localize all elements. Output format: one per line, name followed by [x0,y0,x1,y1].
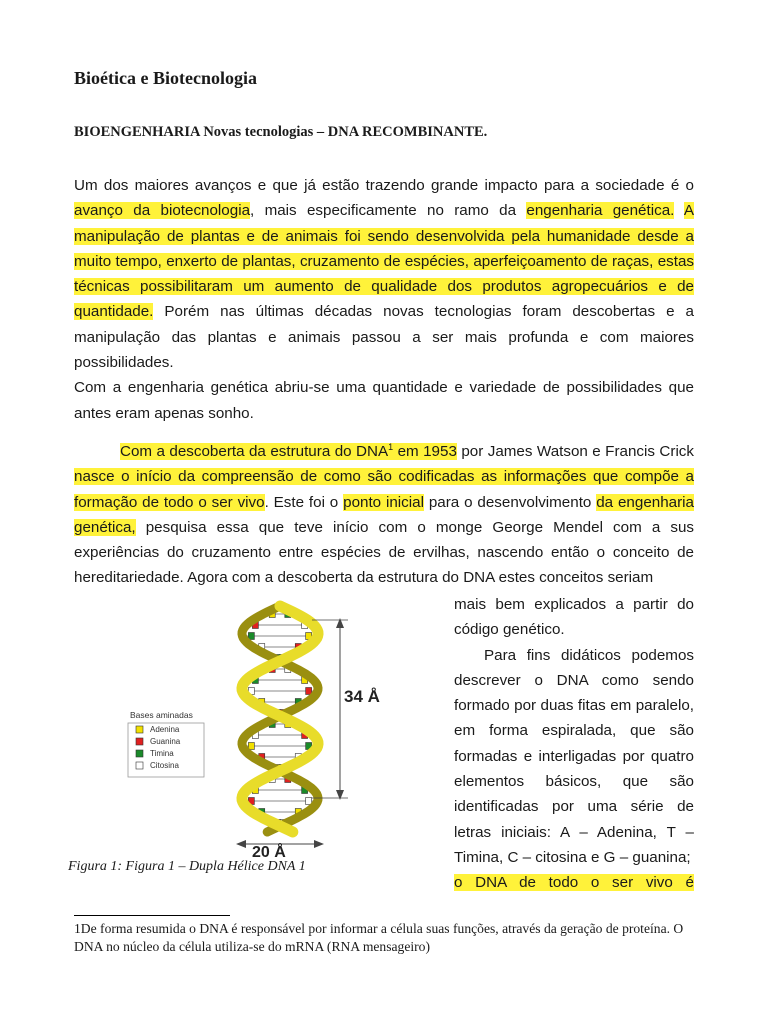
text-segment: mais bem explicados a partir do código genético. [454,596,694,639]
highlight-engenharia-genetica: da engenharia genética, [74,493,694,536]
text-segment: . Este foi o [264,493,344,511]
arrow-down-icon [336,790,344,800]
text-segment: por James Watson e Francis Crick [456,443,694,460]
text-segment: Com a engenharia genética abriu-se uma quantidade e variedade de possibilidades que antes eram apenas sonho. [74,379,694,422]
dna-figure [72,600,442,860]
text-segment: para o desenvolvimento [423,493,597,511]
legend-label: Guanina [150,737,181,746]
legend-label: Citosina [150,761,179,770]
legend-title: Bases aminadas [130,710,193,720]
highlight-dna-ser-vivo: o DNA de todo o ser vivo é [454,874,694,892]
text-segment: Um dos maiores avanços e que já estão trazendo grande impacto para a sociedade é o [74,177,694,194]
legend-swatch [136,762,143,769]
width-label: 20 Å [252,844,286,860]
highlight-manipulacao: A manipulação de plantas e de animais foi sendo desenvolvida pela humanidade desde a muito tempo, enxerto de plantas, cruzamento de espécies, aperfeiçoamento de raças, estas técnicas possibilitaram um aumento de qualidade dos produtos agropecuários e de quantidade. [74,202,694,321]
highlight-ponto-inicial: ponto inicial [343,493,424,511]
text-segment: Para fins didáticos podemos descrever o DNA como sendo formado por duas fitas em paralelo, em forma espiralada, que são formadas e interligadas por quatro elementos básicos, que são identificadas por uma série de letras iniciais: A – Adenina, T – Timina, C – citosina e G – guanina; [454,646,694,866]
base-block [248,633,254,640]
legend-swatch [136,750,143,757]
highlight-biotecnologia: avanço da biotecnologia [74,202,251,220]
text-segment: pesquisa essa que teve início com o monge George Mendel com a sus experiências do cruzamento entre espécies de ervilhas, nascendo então o conceito de hereditariedade. Agora com a descoberta da estrutura do DNA estes conceitos seriam [74,518,694,587]
legend-label: Timina [150,749,174,758]
document-title: Bioética e Biotecnologia [74,68,257,88]
text-segment: em 1953 [393,443,457,460]
base-block [306,798,312,805]
text-segment: Com a descoberta da estrutura do DNA [120,443,389,460]
paragraph-dna-discovery [74,439,694,591]
legend-label: Adenina [150,725,180,734]
base-block [306,688,312,695]
paragraph-dna-description [454,592,694,896]
footnote-ref: 1 [388,441,394,452]
text-segment [674,202,683,219]
text-segment: Porém nas últimas décadas novas tecnologias foram descobertas e a manipulação das plantas e animais passou a ser mais profunda e com maiores possibilidades. [74,303,694,372]
highlight-engenharia: engenharia genética. [526,202,675,220]
dna-helix-illustration [72,600,442,860]
arrow-up-icon [336,618,344,628]
legend-swatch [136,738,143,745]
arrow-left-icon [236,840,246,848]
base-block [248,743,254,750]
footnote: 1De forma resumida o DNA é responsável por informar a célula suas funções, através da geração de proteína. O DNA no núcleo da célula utiliza-se do mRNA (RNA mensageiro) [74,921,684,954]
footnote-separator [74,915,230,916]
height-label: 34 Å [344,687,380,706]
highlight-compreensao: nasce o início da compreensão de como são codificadas as informações que compõe a formação de todo o ser vivo [74,468,694,511]
document-subtitle: BIOENGENHARIA Novas tecnologias – DNA RECOMBINANTE. [74,124,488,140]
arrow-right-icon [314,840,324,848]
figure-caption: Figura 1: Figura 1 – Dupla Hélice DNA 1 [68,859,306,874]
legend-swatch [136,726,143,733]
paragraph-biotechnology [74,173,694,426]
highlight-descoberta [120,443,457,460]
text-segment: , mais especificamente no ramo da [250,202,527,220]
